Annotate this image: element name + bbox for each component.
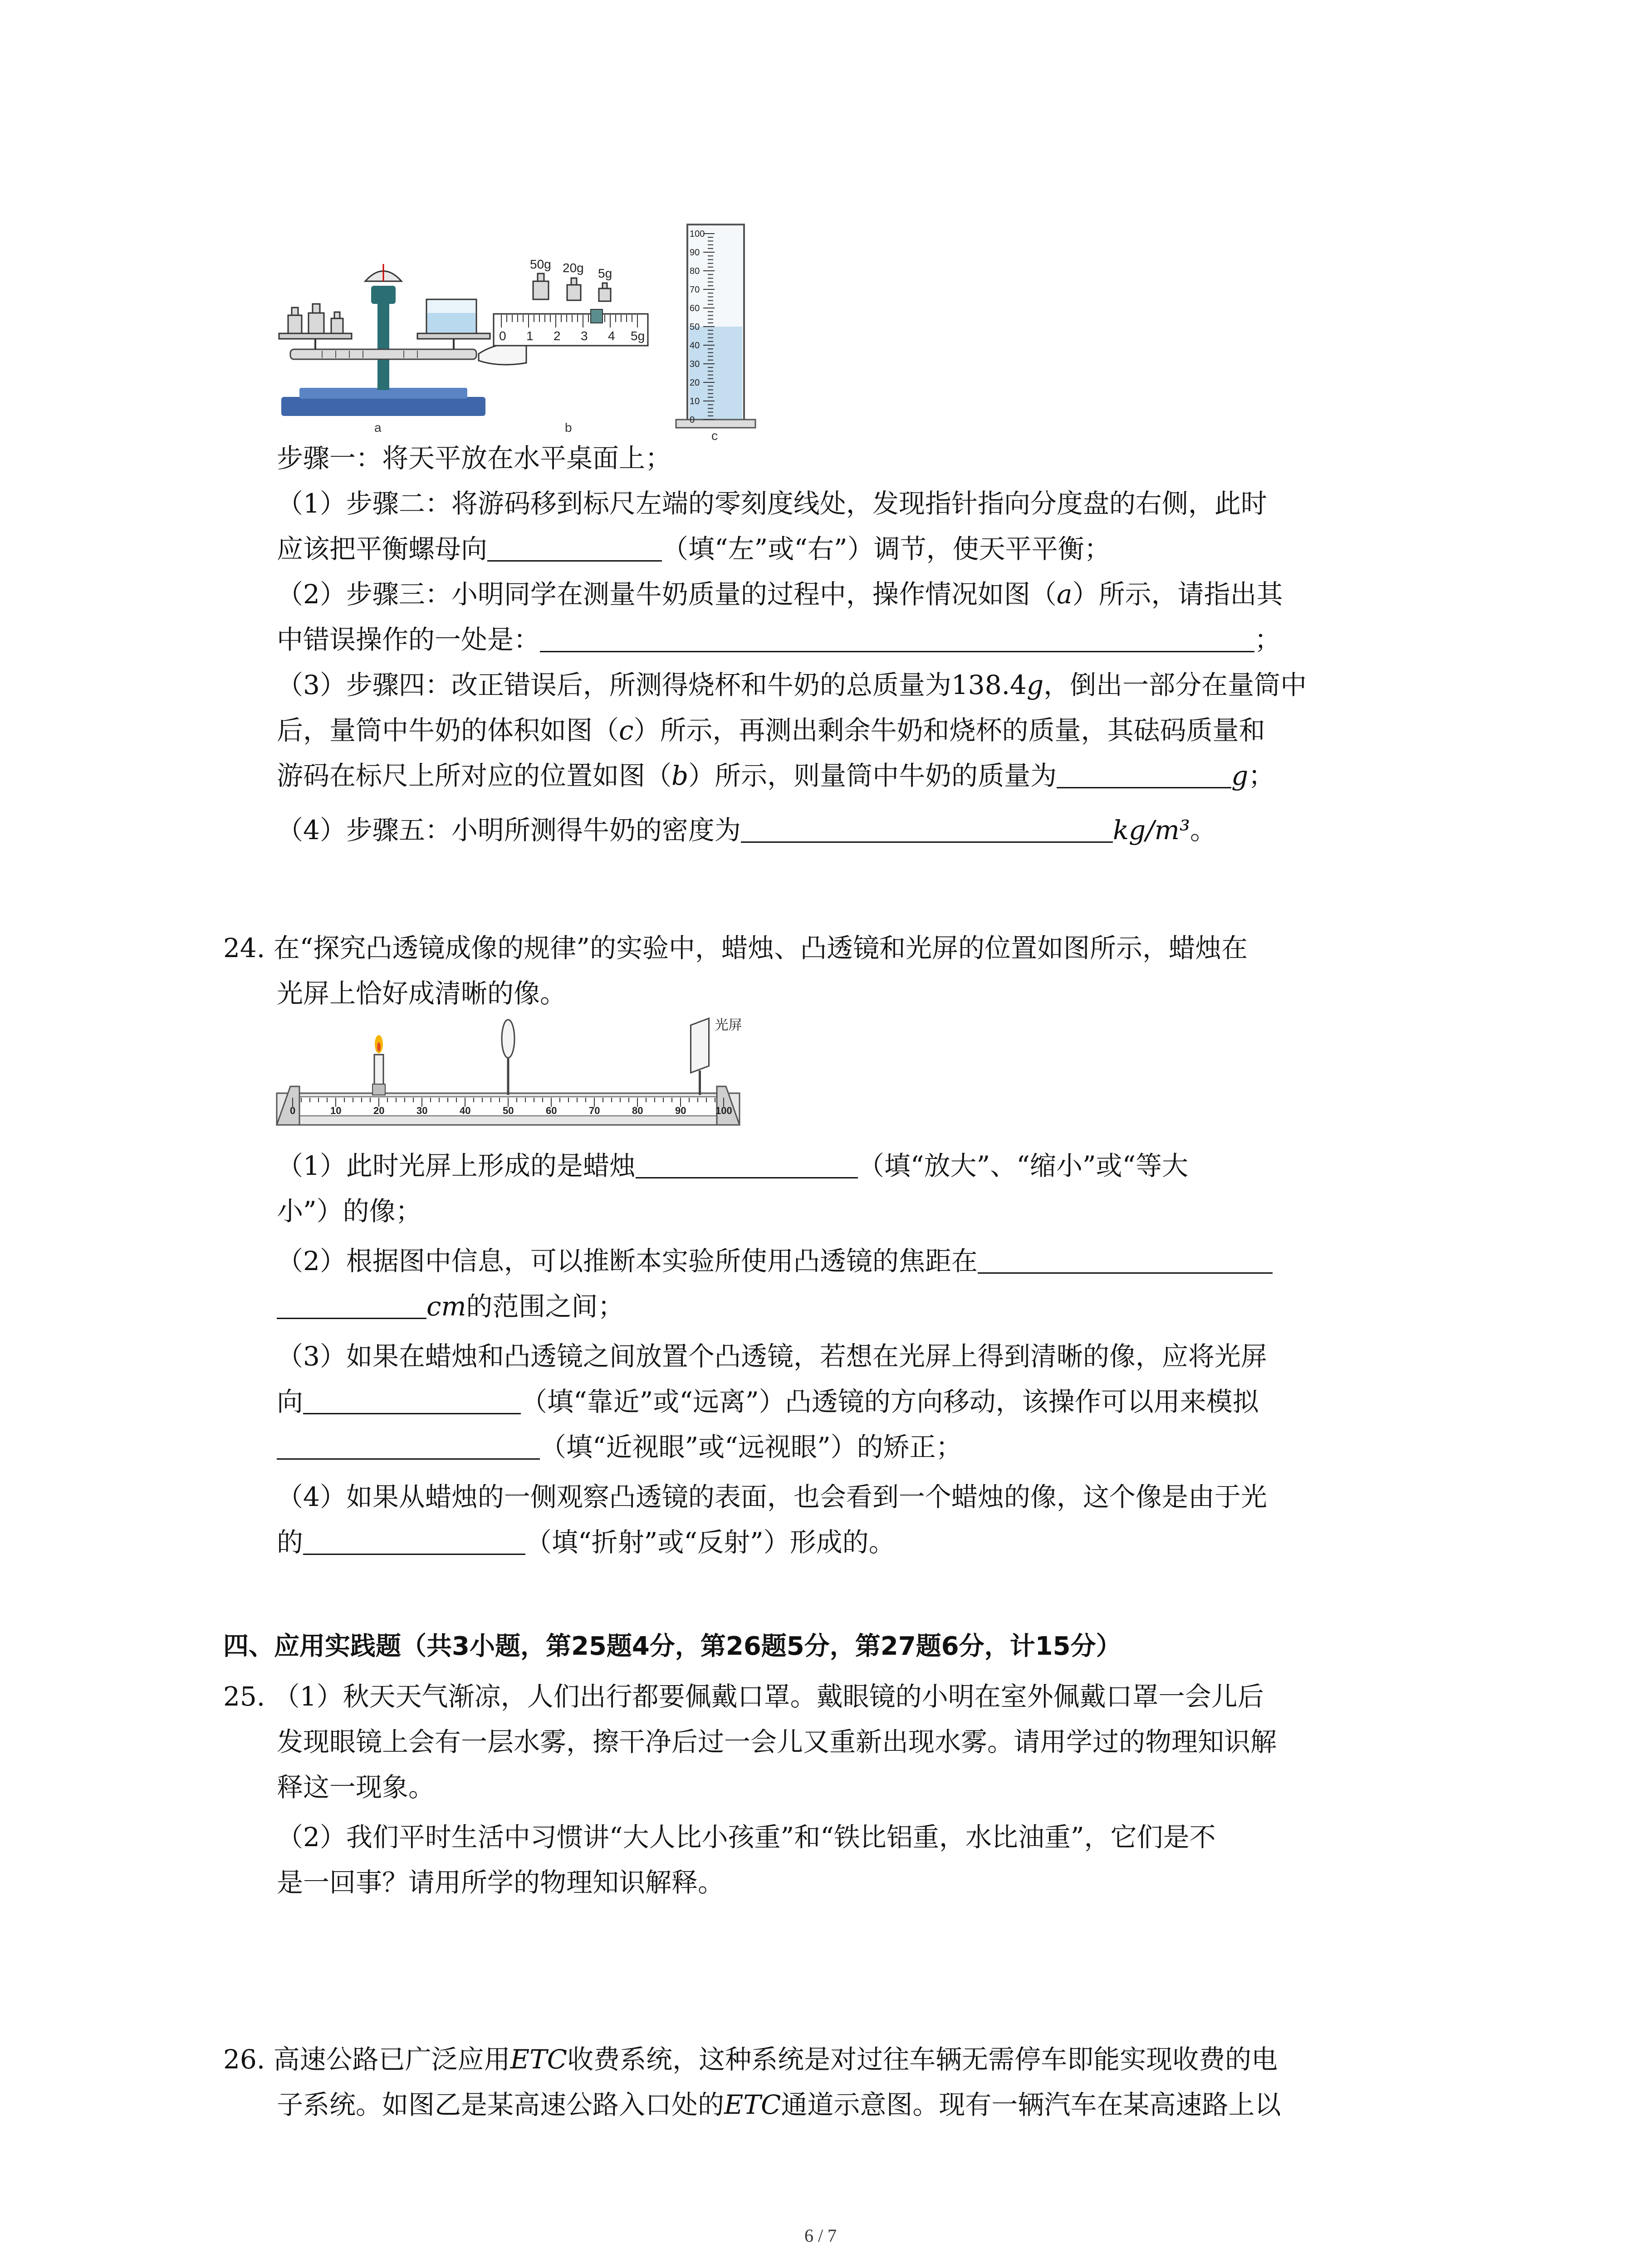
rider xyxy=(591,309,603,323)
cylinder-tick-label: 20 xyxy=(690,378,700,388)
q26-text4: 通道示意图。现有一辆汽车在某高速路上以 xyxy=(781,2089,1281,2120)
q26-etc2: ETC xyxy=(724,2089,781,2120)
q23-part3-var-b: b xyxy=(671,760,689,791)
bench-tick-label: 20 xyxy=(373,1105,385,1116)
q23-part3-line1 xyxy=(277,667,1307,703)
q25-line5: 是一回事？请用所学的物理知识解释。 xyxy=(277,1867,725,1898)
q25-line3: 释这一现象。 xyxy=(277,1772,435,1803)
q24-part3-blank2[interactable] xyxy=(277,1432,540,1460)
q23-part1-blank[interactable] xyxy=(487,534,662,562)
bench-tick-label: 0 xyxy=(290,1105,296,1116)
q24-part2-text2: 的范围之间； xyxy=(466,1291,624,1322)
cylinder-tick-label: 80 xyxy=(690,266,700,276)
q23-part2-var: a xyxy=(1056,579,1073,610)
bench-tick-label: 90 xyxy=(675,1105,686,1116)
q26-etc1: ETC xyxy=(510,2044,568,2075)
bench-tick-label: 60 xyxy=(546,1105,557,1116)
bench-tick-label: 30 xyxy=(416,1105,428,1116)
q26-line2 xyxy=(277,2087,1281,2123)
beaker-icon xyxy=(426,299,476,333)
q24-part3-line3 xyxy=(277,1429,962,1465)
q23-part3-text3: 后，量筒中牛奶的体积如图（ xyxy=(277,715,619,746)
convex-lens-icon xyxy=(502,1020,514,1095)
q25-line1: 25. （1）秋天天气渐凉，人们出行都要佩戴口罩。戴眼镜的小明在室外佩戴口罩一会儿后 xyxy=(223,1681,1264,1712)
cylinder-tick-label: 90 xyxy=(690,248,700,258)
screen-label: 光屏 xyxy=(715,1018,742,1033)
cylinder-tick-label: 0 xyxy=(690,415,695,425)
cylinder-tick-label: 30 xyxy=(690,359,700,369)
bench-tick-label: 40 xyxy=(460,1105,471,1116)
q24-part1-text: （1）此时光屏上形成的是蜡烛 xyxy=(277,1150,636,1181)
q23-part1-text: 应该把平衡螺母向 xyxy=(277,533,488,564)
q24-part3-line2 xyxy=(277,1383,1259,1420)
q23-part4-unit: kg/m³ xyxy=(1112,815,1190,846)
q23-part3-blank[interactable] xyxy=(1057,761,1231,788)
q23-part2-line1 xyxy=(277,576,1283,612)
ruler-tick-2: 2 xyxy=(554,329,561,343)
balance-base xyxy=(281,397,485,416)
bench-tick-label: 80 xyxy=(632,1105,643,1116)
q23-part4-blank[interactable] xyxy=(741,815,1113,843)
bench-tick-label: 10 xyxy=(330,1105,342,1116)
weights-on-left-pan xyxy=(288,304,343,333)
q23-part1-hint: （填“左”或“右”）调节，使天平平衡； xyxy=(662,533,1111,564)
right-pan xyxy=(417,333,490,339)
q24-part3-line1: （3）如果在蜡烛和凸透镜之间放置个凸透镜，若想在光屏上得到清晰的像，应将光屏 xyxy=(277,1341,1267,1372)
section4-heading: 四、应用实践题（共3小题，第25题4分，第26题5分，第27题6分，计15分） xyxy=(223,1632,1122,1661)
q23-part4-end: 。 xyxy=(1190,815,1216,846)
q24-part4-hint: （填“折射”或“反射”）形成的。 xyxy=(525,1527,895,1558)
q24-part4-line1: （4）如果从蜡烛的一侧观察凸透镜的表面，也会看到一个蜡烛的像，这个像是由于光 xyxy=(277,1481,1267,1512)
hand-icon xyxy=(479,344,526,365)
q24-part2-blank1[interactable] xyxy=(978,1246,1273,1274)
cylinder-tick-label: 60 xyxy=(690,303,700,313)
rider-ruler xyxy=(494,309,648,346)
q24-stem-line1: 24. 在“探究凸透镜成像的规律”的实验中，蜡烛、凸透镜和光屏的位置如图所示，蜡烛在 xyxy=(223,933,1248,963)
q24-part3-blank1[interactable] xyxy=(303,1387,521,1414)
q26-text3: 子系统。如图乙是某高速公路入口处的 xyxy=(277,2089,725,2120)
q24-part3-text: 向 xyxy=(277,1386,304,1417)
q23-part3-unit: g xyxy=(1026,670,1044,700)
q24-part1-line2: 小”）的像； xyxy=(277,1196,422,1227)
q24-part1-blank[interactable] xyxy=(636,1151,858,1178)
cylinder-tick-label: 10 xyxy=(690,396,700,406)
q24-part1-line1 xyxy=(277,1148,1188,1184)
cylinder-tick-label: 50 xyxy=(690,322,700,332)
ruler-tick-1: 1 xyxy=(526,329,534,343)
balance-figure xyxy=(272,213,794,440)
weight-label-5g: 5g xyxy=(598,266,612,280)
weight-label-50g: 50g xyxy=(530,257,551,271)
cylinder-tick-label: 100 xyxy=(690,229,705,239)
q23-part4-line xyxy=(277,812,1216,848)
balance-beam xyxy=(290,349,476,359)
q24-part2-blank2[interactable] xyxy=(277,1291,426,1319)
q23-part3-text6: ）所示，则量筒中牛奶的质量为 xyxy=(688,760,1057,791)
q23-part2-prompt: 中错误操作的一处是： xyxy=(277,624,540,655)
q24-part2-unit: cm xyxy=(426,1291,466,1322)
q24-part3-hint1: （填“靠近”或“远离”）凸透镜的方向移动，该操作可以用来模拟 xyxy=(521,1386,1259,1417)
optical-bench-figure xyxy=(272,1012,744,1148)
q26-text2: 收费系统，这种系统是对过往车辆无需停车即能实现收费的电 xyxy=(567,2044,1278,2075)
bench-tick-label: 70 xyxy=(589,1105,600,1116)
ruler-tick-3: 3 xyxy=(581,329,588,343)
q23-part2-blank[interactable] xyxy=(540,625,1254,652)
q23-part4-text: （4）步骤五：小明所测得牛奶的密度为 xyxy=(277,815,741,846)
graduated-cylinder xyxy=(676,225,755,428)
bench-tick-label: 50 xyxy=(503,1105,514,1116)
q23-part3-text4: ）所示，再测出剩余牛奶和烧杯的质量，其砝码质量和 xyxy=(633,715,1265,746)
q24-part2-line2 xyxy=(277,1288,624,1325)
q23-part2-text: （2）步骤三：小明同学在测量牛奶质量的过程中，操作情况如图（ xyxy=(277,579,1057,610)
q23-part2-end: ； xyxy=(1254,624,1281,655)
q23-part2-text2: ）所示，请指出其 xyxy=(1072,579,1283,610)
q24-part4-text: 的 xyxy=(277,1527,304,1558)
q24-part2-line1 xyxy=(277,1243,1273,1279)
fig-label-a: a xyxy=(374,420,382,435)
page-number: 6 / 7 xyxy=(804,2225,837,2246)
q24-stem-line2: 光屏上恰好成清晰的像。 xyxy=(277,978,567,1009)
cylinder-tick-label: 40 xyxy=(690,341,700,351)
q23-part3-end: ； xyxy=(1248,760,1275,791)
q23-part2-line2 xyxy=(277,621,1281,658)
q23-part3-text5: 游码在标尺上所对应的位置如图（ xyxy=(277,760,672,791)
fig-label-c: c xyxy=(711,429,718,440)
left-pan xyxy=(279,333,352,339)
q23-step1: 步骤一：将天平放在水平桌面上； xyxy=(277,443,672,474)
ruler-tick-0: 0 xyxy=(499,329,506,343)
weights-set xyxy=(530,257,612,301)
q24-part4-line2 xyxy=(277,1524,895,1560)
ruler-tick-5g: 5g xyxy=(631,329,645,343)
q23-part3-line3 xyxy=(277,758,1274,794)
q23-part3-text2: ，倒出一部分在量筒中 xyxy=(1043,670,1307,700)
q25-line2: 发现眼镜上会有一层水雾，擦干净后过一会儿又重新出现水雾。请用学过的物理知识解 xyxy=(277,1726,1277,1757)
q23-part3-var-c: c xyxy=(619,715,634,746)
balance-pillar xyxy=(377,299,389,390)
cylinder-tick-label: 70 xyxy=(690,285,700,295)
q26-line1 xyxy=(223,2041,1278,2077)
q23-part3-line2 xyxy=(277,712,1265,748)
candle-icon xyxy=(372,1035,385,1095)
light-screen-icon xyxy=(691,1018,709,1095)
q26-text1: 26. 高速公路已广泛应用 xyxy=(223,2044,510,2075)
q23-part3-text: （3）步骤四：改正错误后，所测得烧杯和牛奶的总质量为138.4 xyxy=(277,670,1027,700)
q24-part2-text: （2）根据图中信息，可以推断本实验所使用凸透镜的焦距在 xyxy=(277,1246,978,1276)
q23-part3-unit2: g xyxy=(1231,760,1249,791)
fig-label-b: b xyxy=(565,420,572,435)
bench-tick-label: 100 xyxy=(715,1105,732,1116)
ruler-tick-4: 4 xyxy=(608,329,615,343)
q25-line4: （2）我们平时生活中习惯讲“大人比小孩重”和“铁比铝重，水比油重”，它们是不 xyxy=(277,1822,1216,1853)
q24-part1-hint: （填“放大”、“缩小”或“等大 xyxy=(857,1150,1189,1181)
q24-part3-hint2: （填“近视眼”或“远视眼”）的矫正； xyxy=(540,1432,962,1462)
q24-part4-blank[interactable] xyxy=(303,1527,525,1555)
weight-label-20g: 20g xyxy=(563,261,584,275)
q23-part1-line1: （1）步骤二：将游码移到标尺左端的零刻度线处，发现指针指向分度盘的右侧，此时 xyxy=(277,488,1267,519)
q23-part1-line2 xyxy=(277,531,1111,567)
